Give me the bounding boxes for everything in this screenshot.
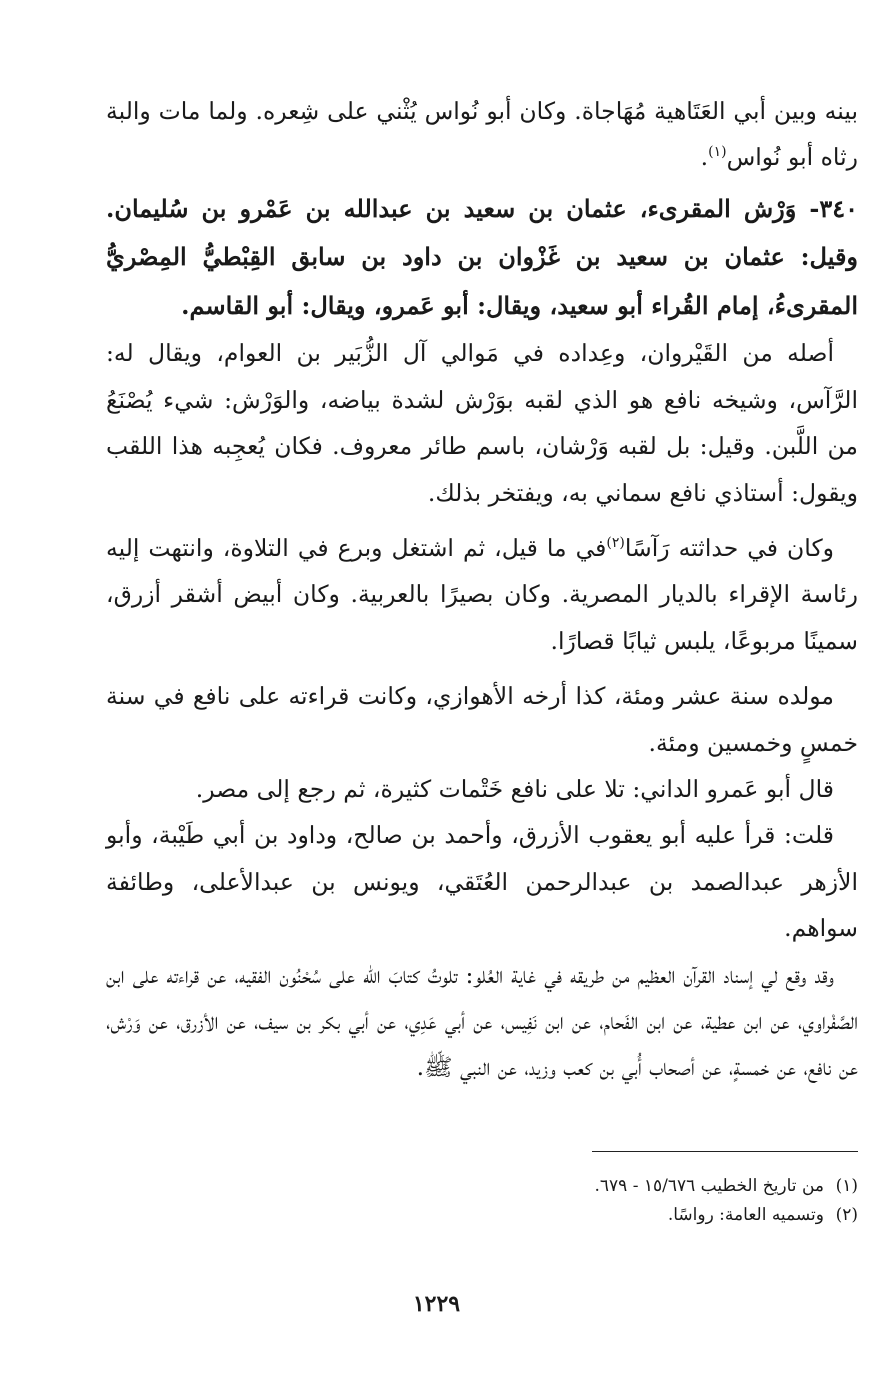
page-body — [106, 88, 858, 1091]
footnote-2 — [300, 1201, 858, 1230]
footnote-1 — [300, 1172, 858, 1201]
paragraph-intro-text: بينه وبين أبي العَتَاهية مُهَاجاة. وكان أبو نُواس يُثْني على شِعره. ولما مات والبة رثاه أبو نُواس — [106, 97, 858, 172]
footnote-text: من تاريخ الخطيب ١٥/٦٧٦ - ٦٧٩. — [594, 1176, 824, 1196]
paragraph-intro-end: . — [700, 143, 709, 172]
paragraph-birth: مولده سنة عشر ومئة، كذا أرخه الأهوازي، وكانت قراءته على نافع في سنة خمسٍ وخمسين ومئة. — [106, 682, 858, 757]
footnote-marker: (١) — [835, 1176, 858, 1196]
paragraph-isnad: وقد وقع لي إسناد القرآن العظيم من طريقه في غاية العُلو: تلوتُ كتابَ الله على سُحْنُون الفقيه، عن قراءته على ابن الصَّفْراوي، عن ابن عطية، عن ابن الفَحام، عن ابن نَفِيس، عن أبي عَدِي، عن أبي بكر بن سيف، عن الأزرق، عن وَرْش، عن نافع، عن خمسةٍ، عن أصحاب أُبي بن كعب وزيد، عن النبي ﷺ. — [106, 960, 858, 1082]
footnote-divider — [592, 1151, 858, 1152]
page-number: ١٢٢٩ — [412, 1291, 461, 1317]
paragraph-students: قلت: قرأ عليه أبو يعقوب الأزرق، وأحمد بن صالح، وداود بن أبي طَيْبة، وأبو الأزهر عبدالصمد بن عبدالرحمن العُتَقي، ويونس بن عبدالأعلى، وطائفة سواهم. — [106, 821, 858, 943]
paragraph-youth-b: في ما قيل، ثم اشتغل وبرع في التلاوة، وانتهت إليه رئاسة الإقراء بالديار المصرية. وكان بصيرًا بالعربية. وكان أبيض أشقر أزرق، سمينًا مربوعًا، يلبس ثيابًا قصارًا. — [106, 533, 858, 655]
footnote-ref-1: (١) — [708, 144, 727, 161]
entry-heading-text: وَرْش المقرىء، عثمان بن سعيد بن عبدالله بن عَمْرو بن سُليمان. وقيل: عثمان بن سعيد بن غَزْوان بن داود بن سابق القِبْطيُّ المِصْريُّ المقرىءُ، إمام القُراء أبو سعيد، ويقال: أبو عَمرو، ويقال: أبو القاسم. — [106, 193, 858, 320]
footnote-marker: (٢) — [835, 1205, 858, 1225]
footnote-text: وتسميه العامة: رواسًا. — [667, 1205, 824, 1225]
paragraph-youth-a: وكان في حداثته رَآسًا — [624, 533, 834, 562]
paragraph-intro — [106, 88, 858, 181]
paragraph-youth — [106, 525, 858, 664]
entry-number: ٣٤٠- — [809, 193, 858, 223]
paragraph-origin: أصله من القَيْروان، وعِداده في مَوالي آل الزُّبَير بن العوام، ويقال له: الرَّآس، وشيخه نافع هو الذي لقبه بوَرْش لشدة بياضه، والوَرْش: شيء يُصْنَعُ من اللَّبن. وقيل: بل لقبه وَرْشان، باسم طائر معروف. فكان يُعجِبه هذا اللقب ويقول: أستاذي نافع سماني به، ويفتخر بذلك. — [106, 339, 858, 507]
footnote-ref-2: (٢) — [606, 535, 625, 552]
paragraph-dani: قال أبو عَمرو الداني: تلا على نافع خَتْمات كثيرة، ثم رجع إلى مصر. — [195, 774, 834, 803]
entry-heading — [106, 185, 858, 331]
footnotes — [300, 1172, 858, 1230]
